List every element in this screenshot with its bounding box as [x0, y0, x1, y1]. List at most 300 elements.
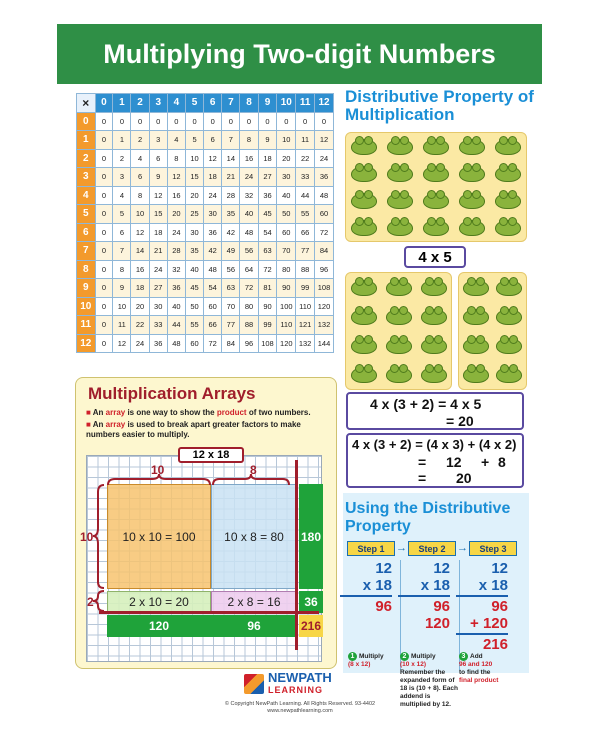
- table-cell: 88: [296, 260, 315, 279]
- frog-icon: [459, 166, 485, 182]
- table-cell: 45: [185, 279, 203, 298]
- table-cell: 44: [296, 186, 315, 205]
- side-total-180: 180: [299, 484, 323, 589]
- table-column-header: 2: [131, 94, 149, 113]
- table-cell: 0: [149, 112, 167, 131]
- frog-icon: [386, 338, 412, 354]
- table-cell: 42: [222, 223, 240, 242]
- table-cell: 24: [315, 149, 334, 168]
- table-cell: 0: [95, 205, 113, 224]
- step-3-column: [456, 560, 508, 653]
- frog-icon: [423, 220, 449, 236]
- table-cell: 15: [149, 205, 167, 224]
- table-cell: 24: [167, 223, 185, 242]
- table-cell: 0: [95, 334, 113, 353]
- text: An: [92, 420, 106, 429]
- table-cell: 132: [315, 316, 334, 335]
- table-row-header: 11: [77, 316, 96, 335]
- partial-product: 96: [433, 598, 450, 615]
- final-total-216: 216: [299, 615, 323, 637]
- block-10x10: 10 x 10 = 100: [107, 484, 211, 589]
- text: of two numbers.: [246, 408, 311, 417]
- frog-icon: [387, 166, 413, 182]
- table-cell: 96: [240, 334, 258, 353]
- frog-icon: [421, 309, 447, 325]
- side-total-36: 36: [299, 591, 323, 613]
- step-3-badge: Step 3: [469, 541, 517, 556]
- table-cell: 28: [167, 242, 185, 261]
- table-cell: 90: [258, 297, 277, 316]
- copyright: [150, 701, 450, 715]
- table-row: [77, 205, 334, 224]
- table-cell: 11: [113, 316, 131, 335]
- table-cell: 12: [131, 223, 149, 242]
- table-cell: 8: [131, 186, 149, 205]
- table-cell: 30: [185, 223, 203, 242]
- bullet-dot: ■: [86, 420, 93, 429]
- partial-product: 120: [424, 615, 450, 632]
- note-text: Remember the expanded form of 18 is (10 + 8). Each addend is multiplied by 12.: [400, 669, 458, 708]
- factor-bottom: x 18: [420, 577, 450, 594]
- equation-2-line-1: 4 x (3 + 2) = (4 x 3) + (4 x 2): [352, 437, 517, 452]
- table-column-header: 4: [167, 94, 185, 113]
- frog-icon: [423, 193, 449, 209]
- table-cell: 0: [95, 149, 113, 168]
- table-cell: 50: [277, 205, 296, 224]
- table-cell: 121: [296, 316, 315, 335]
- table-cell: 0: [95, 316, 113, 335]
- table-cell: 24: [204, 186, 222, 205]
- frog-icon: [463, 367, 489, 383]
- bottom-total-96: 96: [211, 615, 297, 637]
- table-cell: 33: [149, 316, 167, 335]
- table-cell: 7: [113, 242, 131, 261]
- table-cell: 72: [204, 334, 222, 353]
- table-cell: 18: [149, 223, 167, 242]
- table-cell: 6: [204, 131, 222, 150]
- frog-icon: [386, 367, 412, 383]
- step-3-note: [459, 652, 517, 685]
- table-cell: 60: [204, 297, 222, 316]
- rule-line: [398, 595, 450, 597]
- table-cell: 99: [258, 316, 277, 335]
- table-cell: 60: [315, 205, 334, 224]
- text-highlight: product: [216, 408, 247, 417]
- array-label: 4 x 5: [404, 246, 466, 268]
- factor-top: 12: [433, 560, 450, 577]
- frog-icon: [351, 193, 377, 209]
- table-row: [77, 334, 334, 353]
- table-cell: 12: [315, 131, 334, 150]
- table-column-header: 11: [296, 94, 315, 113]
- table-column-header: 3: [149, 94, 167, 113]
- table-cell: 27: [258, 168, 277, 187]
- table-cell: 44: [167, 316, 185, 335]
- frog-array-4x5: [345, 132, 527, 242]
- rule-line: [340, 595, 392, 597]
- table-cell: 60: [185, 334, 203, 353]
- table-row-header: 2: [77, 149, 96, 168]
- block-10x8: 10 x 8 = 80: [211, 484, 297, 589]
- text-highlight: array: [105, 420, 126, 429]
- table-cell: 9: [113, 279, 131, 298]
- frog-icon: [386, 309, 412, 325]
- bottom-total-120: 120: [107, 615, 211, 637]
- table-cell: 32: [167, 260, 185, 279]
- table-cell: 22: [296, 149, 315, 168]
- table-cell: 16: [167, 186, 185, 205]
- table-row: [77, 186, 334, 205]
- text-highlight: array: [105, 408, 126, 417]
- table-cell: 36: [315, 168, 334, 187]
- table-cell: 18: [204, 168, 222, 187]
- block-2x10: 2 x 10 = 20: [107, 591, 211, 613]
- equation-box-1: [346, 392, 524, 430]
- table-cell: 56: [240, 242, 258, 261]
- frog-icon: [386, 280, 412, 296]
- table-cell: 110: [296, 297, 315, 316]
- table-cell: 40: [185, 260, 203, 279]
- multiplication-table: [76, 93, 334, 353]
- table-row-header: 6: [77, 223, 96, 242]
- table-cell: 0: [296, 112, 315, 131]
- note-text: Multiply: [359, 653, 384, 660]
- table-cell: 25: [185, 205, 203, 224]
- frog-icon: [495, 139, 521, 155]
- note-text: Multiply: [411, 653, 436, 660]
- brand-sub: LEARNING: [268, 685, 323, 695]
- step-1-column: [340, 560, 392, 615]
- table-cell: 30: [149, 297, 167, 316]
- table-cell: 0: [95, 279, 113, 298]
- factor-top: 12: [375, 560, 392, 577]
- table-cell: 18: [131, 279, 149, 298]
- table-cell: 28: [222, 186, 240, 205]
- table-cell: 8: [240, 131, 258, 150]
- table-cell: 24: [149, 260, 167, 279]
- table-cell: 0: [131, 112, 149, 131]
- table-cell: 70: [222, 297, 240, 316]
- table-cell: 0: [240, 112, 258, 131]
- table-cell: 3: [149, 131, 167, 150]
- table-column-header: 1: [113, 94, 131, 113]
- table-cell: 22: [131, 316, 149, 335]
- frog-icon: [496, 367, 522, 383]
- step-number-icon: 3: [459, 652, 468, 661]
- table-cell: 32: [240, 186, 258, 205]
- table-cell: 3: [113, 168, 131, 187]
- table-cell: 6: [113, 223, 131, 242]
- frog-icon: [496, 309, 522, 325]
- frog-icon: [351, 220, 377, 236]
- table-cell: 9: [258, 131, 277, 150]
- table-cell: 40: [240, 205, 258, 224]
- note-text: final product: [459, 677, 499, 684]
- equation-1-line-1: 4 x (3 + 2) = 4 x 5: [370, 396, 482, 412]
- table-cell: 42: [204, 242, 222, 261]
- table-cell: 5: [113, 205, 131, 224]
- table-row-header: 1: [77, 131, 96, 150]
- table-cell: 66: [204, 316, 222, 335]
- step-number-icon: 1: [348, 652, 357, 661]
- table-cell: 16: [131, 260, 149, 279]
- table-cell: 7: [222, 131, 240, 150]
- table-cell: 8: [113, 260, 131, 279]
- table-cell: 27: [149, 279, 167, 298]
- table-column-header: 6: [204, 94, 222, 113]
- label-8-top: 8: [250, 463, 257, 477]
- table-cell: 80: [277, 260, 296, 279]
- table-cell: 20: [185, 186, 203, 205]
- divider-line: [295, 460, 298, 650]
- frog-icon: [459, 193, 485, 209]
- arrays-title: Multiplication Arrays: [88, 384, 256, 403]
- table-cell: 48: [167, 334, 185, 353]
- step-1-badge: Step 1: [347, 541, 395, 556]
- table-cell: 72: [240, 279, 258, 298]
- table-corner: ×: [77, 94, 96, 113]
- note-text: Add: [470, 653, 483, 660]
- website-url: www.newpathlearning.com: [267, 708, 333, 714]
- frog-icon: [463, 280, 489, 296]
- equation-2-eq-sign-2: =: [418, 470, 427, 486]
- table-cell: 20: [277, 149, 296, 168]
- table-cell: 0: [95, 297, 113, 316]
- brand-logo: [244, 671, 354, 701]
- distributive-title: Distributive Property of Multiplication: [345, 87, 534, 124]
- table-cell: 0: [95, 223, 113, 242]
- frog-icon: [351, 280, 377, 296]
- table-cell: 72: [315, 223, 334, 242]
- label-10-left: 10: [80, 530, 94, 544]
- page-title: Multiplying Two-digit Numbers: [57, 24, 542, 84]
- table-cell: 0: [113, 112, 131, 131]
- table-row-header: 9: [77, 279, 96, 298]
- table-cell: 36: [149, 334, 167, 353]
- table-row: [77, 149, 334, 168]
- equation-1-line-2: = 20: [446, 413, 474, 429]
- table-cell: 4: [167, 131, 185, 150]
- bullet-dot: ■: [86, 408, 93, 417]
- frog-icon: [496, 338, 522, 354]
- frog-icon: [387, 193, 413, 209]
- table-column-header: 7: [222, 94, 240, 113]
- label-2-left: 2: [87, 595, 94, 609]
- table-column-header: 5: [185, 94, 203, 113]
- table-cell: 48: [240, 223, 258, 242]
- table-row: [77, 131, 334, 150]
- frog-icon: [423, 139, 449, 155]
- table-cell: 0: [95, 242, 113, 261]
- table-cell: 48: [315, 186, 334, 205]
- text: is one way to show the: [125, 408, 217, 417]
- table-cell: 21: [149, 242, 167, 261]
- table-cell: 63: [258, 242, 277, 261]
- frog-array-4x3: [345, 272, 452, 390]
- table-cell: 81: [258, 279, 277, 298]
- table-cell: 35: [185, 242, 203, 261]
- table-cell: 55: [185, 316, 203, 335]
- frog-icon: [496, 280, 522, 296]
- equation-2-result: 20: [456, 470, 472, 486]
- table-cell: 12: [113, 334, 131, 353]
- table-cell: 40: [167, 297, 185, 316]
- frog-icon: [351, 309, 377, 325]
- table-cell: 2: [113, 149, 131, 168]
- table-cell: 54: [204, 279, 222, 298]
- table-column-header: 0: [95, 94, 113, 113]
- table-cell: 35: [222, 205, 240, 224]
- table-cell: 0: [277, 112, 296, 131]
- equation-2-plus: +: [481, 454, 490, 470]
- array-badge: 12 x 18: [178, 447, 244, 463]
- logo-icon: [244, 674, 264, 694]
- table-cell: 84: [222, 334, 240, 353]
- table-row: [77, 242, 334, 261]
- frog-icon: [495, 166, 521, 182]
- table-row: [77, 260, 334, 279]
- frog-icon: [463, 309, 489, 325]
- table-cell: 10: [131, 205, 149, 224]
- table-cell: 88: [240, 316, 258, 335]
- table-cell: 96: [315, 260, 334, 279]
- table-cell: 108: [315, 279, 334, 298]
- table-cell: 45: [258, 205, 277, 224]
- table-cell: 120: [277, 334, 296, 353]
- final-product: 216: [482, 636, 508, 653]
- table-cell: 10: [277, 131, 296, 150]
- table-cell: 100: [277, 297, 296, 316]
- table-column-header: 8: [240, 94, 258, 113]
- frog-array-4x2: [458, 272, 527, 390]
- table-cell: 144: [315, 334, 334, 353]
- table-row-header: 5: [77, 205, 96, 224]
- table-cell: 18: [258, 149, 277, 168]
- table-cell: 10: [113, 297, 131, 316]
- table-row-header: 4: [77, 186, 96, 205]
- note-text: (10 x 12): [400, 661, 427, 668]
- frog-icon: [421, 338, 447, 354]
- table-cell: 36: [167, 279, 185, 298]
- table-cell: 8: [167, 149, 185, 168]
- frog-icon: [459, 220, 485, 236]
- table-cell: 0: [95, 168, 113, 187]
- table-cell: 0: [95, 112, 113, 131]
- table-cell: 6: [131, 168, 149, 187]
- table-cell: 11: [296, 131, 315, 150]
- table-cell: 99: [296, 279, 315, 298]
- equation-2-term-8: 8: [498, 454, 506, 470]
- table-cell: 64: [240, 260, 258, 279]
- partial-product: + 120: [470, 615, 508, 632]
- using-distributive-title: Using the Distributive Property: [345, 500, 511, 535]
- label-10-top: 10: [151, 463, 165, 477]
- rule-line: [456, 595, 508, 597]
- table-column-header: 10: [277, 94, 296, 113]
- note-text: 96 and 120: [459, 661, 493, 668]
- table-cell: 6: [149, 149, 167, 168]
- table-cell: 84: [315, 242, 334, 261]
- table-cell: 15: [185, 168, 203, 187]
- table-cell: 24: [240, 168, 258, 187]
- table-cell: 14: [222, 149, 240, 168]
- frog-icon: [351, 166, 377, 182]
- block-2x8: 2 x 8 = 16: [211, 591, 297, 613]
- table-cell: 72: [258, 260, 277, 279]
- partial-product: 96: [375, 598, 392, 615]
- table-row-header: 3: [77, 168, 96, 187]
- table-cell: 108: [258, 334, 277, 353]
- factor-bottom: x 18: [362, 577, 392, 594]
- table-cell: 16: [240, 149, 258, 168]
- rule-line: [456, 633, 508, 635]
- step-2-column: [398, 560, 450, 632]
- table-cell: 56: [222, 260, 240, 279]
- table-cell: 12: [167, 168, 185, 187]
- table-cell: 4: [113, 186, 131, 205]
- frog-icon: [459, 139, 485, 155]
- table-cell: 14: [131, 242, 149, 261]
- table-cell: 20: [131, 297, 149, 316]
- table-cell: 36: [204, 223, 222, 242]
- table-row: [77, 223, 334, 242]
- table-row-header: 8: [77, 260, 96, 279]
- table-cell: 0: [167, 112, 185, 131]
- table-cell: 36: [258, 186, 277, 205]
- table-cell: 0: [222, 112, 240, 131]
- arrow-right-icon: →: [457, 542, 468, 554]
- equation-2-eq-sign: =: [418, 454, 427, 470]
- table-cell: 30: [277, 168, 296, 187]
- table-column-header: 12: [315, 94, 334, 113]
- table-cell: 63: [222, 279, 240, 298]
- table-row: [77, 316, 334, 335]
- equation-2-term-12: 12: [446, 454, 462, 470]
- table-cell: 90: [277, 279, 296, 298]
- table-cell: 21: [222, 168, 240, 187]
- table-cell: 48: [204, 260, 222, 279]
- table-cell: 0: [185, 112, 203, 131]
- table-cell: 9: [149, 168, 167, 187]
- table-cell: 2: [131, 131, 149, 150]
- factor-bottom: x 18: [478, 577, 508, 594]
- arrow-right-icon: →: [396, 542, 407, 554]
- table-cell: 55: [296, 205, 315, 224]
- table-row-header: 0: [77, 112, 96, 131]
- frog-icon: [495, 193, 521, 209]
- table-row-header: 7: [77, 242, 96, 261]
- table-cell: 49: [222, 242, 240, 261]
- frog-icon: [421, 367, 447, 383]
- frog-icon: [463, 338, 489, 354]
- table-row-header: 12: [77, 334, 96, 353]
- text: An: [92, 408, 106, 417]
- table-cell: 0: [258, 112, 277, 131]
- table-cell: 33: [296, 168, 315, 187]
- table-cell: 54: [258, 223, 277, 242]
- table-cell: 132: [296, 334, 315, 353]
- frog-icon: [351, 367, 377, 383]
- note-text: (8 x 12): [348, 661, 371, 668]
- step-number-icon: 2: [400, 652, 409, 661]
- table-cell: 80: [240, 297, 258, 316]
- factor-top: 12: [491, 560, 508, 577]
- table-cell: 1: [113, 131, 131, 150]
- arrays-bullet-2: [86, 420, 331, 440]
- frog-icon: [495, 220, 521, 236]
- step-1-note: [348, 652, 406, 669]
- table-cell: 10: [185, 149, 203, 168]
